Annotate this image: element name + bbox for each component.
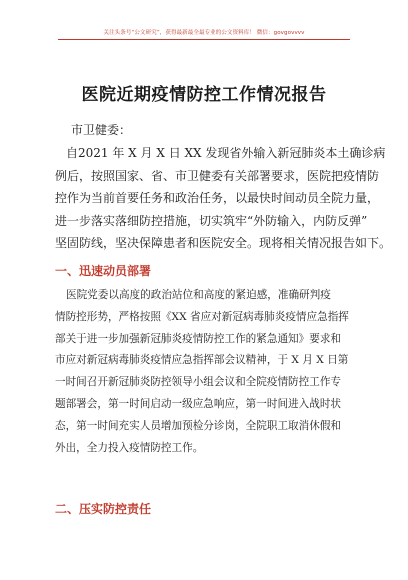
section-heading-2: 二、压实防控责任 bbox=[55, 502, 152, 516]
paragraph-line: 医院党委以高度的政治站位和高度的紧迫感，准确研判疫 bbox=[66, 289, 331, 301]
top-banner: 关注头条号“公文研究”，获得最新最全最专业的公文资料库！ 微信：govgovvvv bbox=[103, 30, 305, 36]
paragraph-section-1 bbox=[55, 285, 355, 459]
section-heading-1: 一、迅速动员部署 bbox=[55, 264, 152, 278]
paragraph-line: 进一步落实落细防控措施，切实筑牢“外防输入，内防反弹” bbox=[55, 213, 368, 228]
paragraph-line: 坚固防线，坚决保障患者和医院安全。现将相关情况报告如下。 bbox=[55, 236, 392, 250]
salutation: 市卫健委： bbox=[71, 123, 132, 137]
banner-divider bbox=[58, 39, 350, 40]
paragraph-line: 市应对新冠病毒肺炎疫情应急指挥部会议精神，于 X 月 X 日第 bbox=[55, 354, 349, 367]
paragraph-line: 例后，按照国家、省、市卫健委有关部署要求，医院把疫情防 bbox=[55, 168, 380, 183]
paragraph-line: 部关于进一步加强新冠肺炎疫情防控工作的紧急通知》要求和 bbox=[55, 332, 342, 345]
paragraph-line: 外出，全力投入疫情防控工作。 bbox=[55, 441, 204, 454]
paragraph-line: 态，第一时间充实人员增加预检分诊岗，全院职工取消休假和 bbox=[55, 419, 342, 432]
paragraph-intro bbox=[55, 142, 392, 255]
paragraph-line: 自2021 年 X 月 X 日 XX 发现省外输入新冠肺炎本土确诊病 bbox=[66, 146, 386, 160]
paragraph-line: 情防控形势，严格按照《XX 省应对新冠病毒肺炎疫情应急指挥 bbox=[55, 310, 349, 323]
paragraph-line: 题部署会，第一时间启动一级应急响应，第一时间进入战时状 bbox=[55, 397, 342, 410]
paragraph-line: 一时间召开新冠肺炎防控领导小组会议和全院疫情防控工作专 bbox=[55, 376, 342, 389]
document-title: 医院近期疫情防控工作情况报告 bbox=[81, 85, 327, 105]
paragraph-line: 控作为当前首要任务和政治任务，以最快时间动员全院力量， bbox=[55, 191, 380, 205]
